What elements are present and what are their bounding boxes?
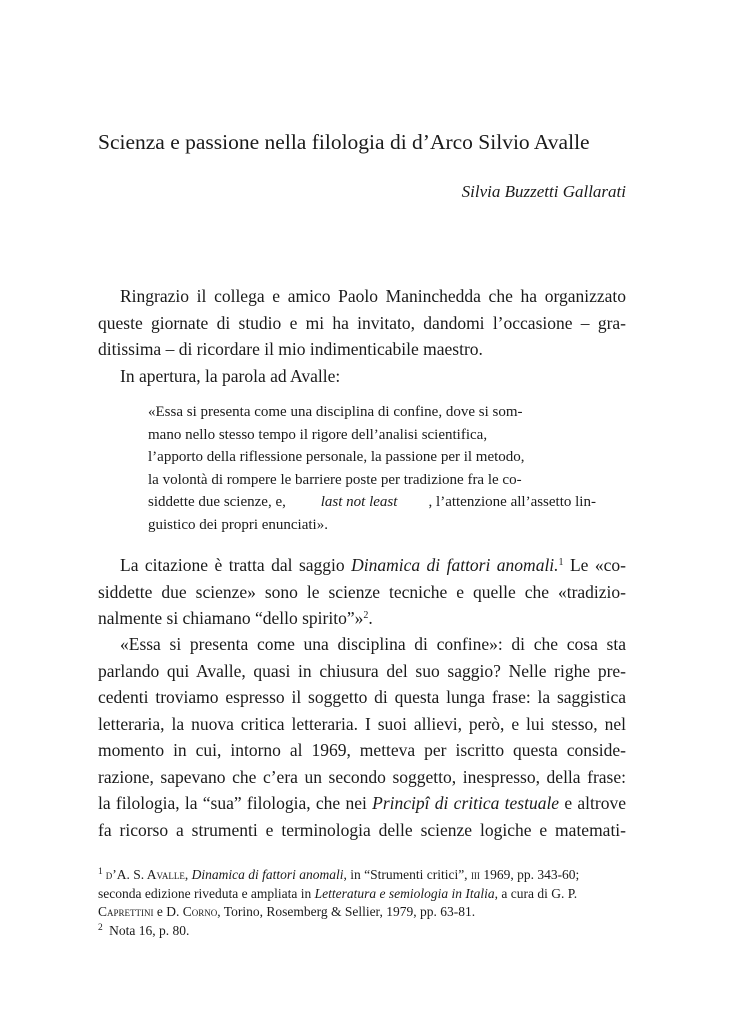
quote-italic-text: last not least: [320, 494, 398, 510]
text-line: momento in cui, intorno al 1969, metteva per iscritto questa conside-: [98, 740, 626, 760]
quote-text: siddette due scienze, e,: [148, 494, 290, 510]
text-span: la filologia, la “sua” filologia, che nei: [98, 793, 373, 813]
text-line: razione, sapevano che c’era un secondo soggetto, inespresso, della frase:: [98, 766, 626, 787]
paragraph-citation: [98, 552, 626, 632]
quote-text: la volontà di rompere le barriere poste per tradizione fra le co-: [148, 471, 522, 488]
footnote-2: [98, 922, 189, 941]
text-span: La citazione è tratta dal saggio: [120, 555, 352, 575]
text-line: letteraria, la nuova critica letteraria. I suoi allievi, però, e lui stesso, nel: [98, 713, 626, 734]
quote-text: l’apporto della riflessione personale, la passione per il metodo,: [148, 449, 525, 465]
text-span: e altrove: [559, 793, 627, 813]
quote-text: «Essa si presenta come una disciplina di confine, dove si som-: [148, 404, 523, 420]
quote-line: [148, 424, 596, 447]
quote-text: guistico dei propri enunciati».: [148, 516, 328, 533]
block-quote: [148, 401, 596, 536]
paragraph-discussion: [98, 631, 626, 843]
author-name: Silvia Buzzetti Gallarati: [461, 182, 626, 201]
intro-paragraph: [98, 283, 626, 389]
text-line: queste giornate di studio e mi ha invitato, dandomi l’occasione – gra-: [98, 312, 626, 333]
author-smallcaps: d’A. S. Avalle: [105, 867, 185, 882]
quote-line: [148, 401, 596, 424]
footnote-1-line: [98, 866, 626, 885]
article-title: Scienza e passione nella filologia di d’Arco Silvio Avalle: [98, 130, 590, 154]
footnote-1-line: [98, 903, 626, 922]
footnote-number: 2: [98, 922, 103, 933]
footnote-1-continuation: [98, 885, 577, 904]
text-line: ditissima – di ricordare il mio indimenticabile maestro.: [98, 339, 483, 359]
text-span: , in “Strumenti critici”,: [343, 867, 471, 882]
text-line: In apertura, la parola ad Avalle:: [120, 365, 341, 386]
italic-title: Principî di critica testuale: [372, 793, 560, 813]
text-span: seconda edizione riveduta e ampliata in: [98, 885, 315, 901]
quote-line: [148, 514, 596, 537]
quote-text: , l’attenzione all’assetto lin-: [428, 494, 596, 510]
text-line: [98, 605, 626, 632]
text-line: «Essa si presenta come una disciplina di confine»: di che cosa sta: [120, 634, 626, 654]
italic-title: Dinamica di fattori anomali.: [351, 555, 559, 575]
text-span: .: [368, 608, 373, 628]
quote-line: [148, 446, 596, 469]
text-span: Le «co-: [563, 555, 626, 575]
footnote-ref[interactable]: 2: [363, 610, 369, 621]
text-span: Nota 16, p. 80.: [105, 922, 190, 938]
footnote-1-start: [98, 866, 579, 885]
italic-title: Letteratura e semiologia in Italia: [314, 885, 495, 901]
text-span: ,: [184, 867, 192, 882]
text-line: cedenti troviamo espresso il soggetto di questa lunga frase: la saggistica: [98, 687, 626, 707]
editor-smallcaps: Corno: [182, 904, 218, 919]
quote-line: [148, 491, 596, 514]
text-span: , Torino, Rosemberg & Sellier, 1979, pp. 63-81.: [217, 904, 476, 919]
text-span: nalmente si chiamano “dello spirito”»: [98, 608, 364, 628]
text-line: Ringrazio il collega e amico Paolo Maninchedda che ha organizzato: [120, 286, 626, 306]
text-line: [98, 552, 626, 579]
text-line: siddette due scienze» sono le scienze tecniche e quelle che «tradizio-: [98, 581, 626, 602]
text-span: e D.: [153, 904, 183, 919]
footnote-1-line: [98, 885, 626, 904]
editor-smallcaps: Caprettini: [98, 904, 154, 919]
text-span: 1969, pp. 343-60;: [479, 867, 580, 882]
footnote-1-end: [98, 903, 475, 922]
footnote-number: 1: [98, 867, 103, 877]
quote-line: [148, 469, 596, 492]
text-line: parlando qui Avalle, quasi in chiusura del suo saggio? Nelle righe pre-: [98, 660, 626, 681]
text-line: [98, 790, 626, 817]
italic-title: Dinamica di fattori anomali: [191, 867, 344, 882]
footnote-2-line: [98, 922, 626, 941]
footnote-ref[interactable]: 1: [558, 557, 564, 568]
quote-text: mano nello stesso tempo il rigore dell’analisi scientifica,: [148, 426, 488, 443]
text-span: , a cura di G. P.: [494, 885, 578, 901]
volume-smallcaps: iii: [470, 867, 480, 882]
footnotes: [98, 866, 626, 940]
text-line: fa ricorso a strumenti e terminologia delle scienze logiche e matemati-: [98, 819, 626, 840]
